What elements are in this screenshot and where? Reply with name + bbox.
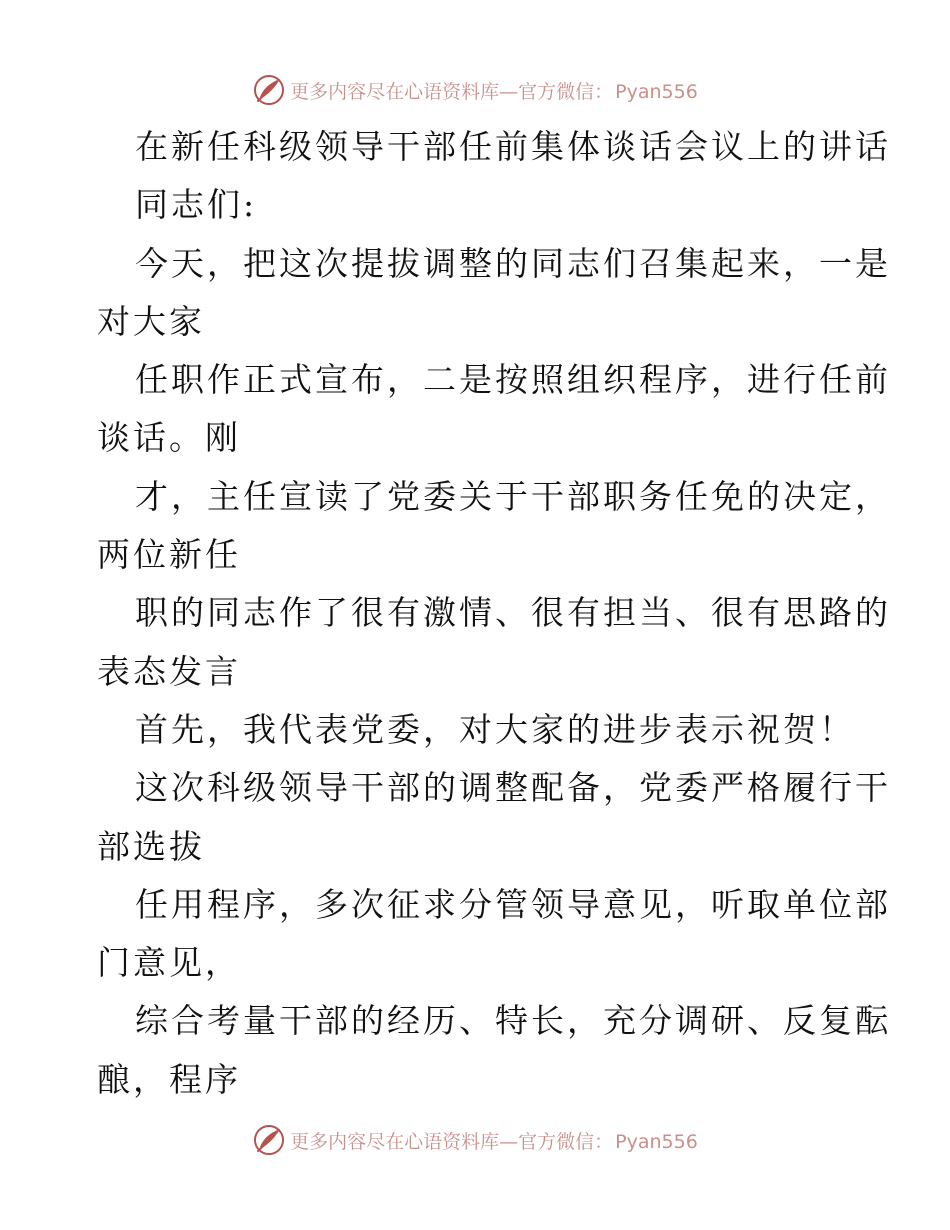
text-line: 对大家 — [97, 301, 205, 341]
wechat-id: Pyan556 — [615, 1130, 698, 1153]
text-line: 才，主任宣读了党委关于干部职务任免的决定， — [135, 476, 891, 516]
text-line: 这次科级领导干部的调整配备，党委严格履行干 — [135, 768, 891, 808]
quill-pen-logo-icon — [252, 1123, 286, 1157]
wechat-id: Pyan556 — [615, 80, 698, 103]
quill-pen-logo-icon — [252, 73, 286, 107]
watermark-text: 更多内容尽在心语资料库—官方微信： Pyan556 — [290, 80, 698, 103]
text-line: 门意见， — [97, 943, 241, 983]
text-line: 表态发言 — [97, 651, 241, 691]
document-title: 在新任科级领导干部任前集体谈话会议上的讲话 — [135, 127, 891, 166]
footer-watermark-banner — [0, 1122, 950, 1158]
text-line: 部选拔 — [97, 826, 205, 866]
text-line: 谈话。刚 — [97, 418, 241, 458]
text-line: 任用程序，多次征求分管领导意见，听取单位部 — [135, 884, 891, 924]
text-line: 今天，把这次提拔调整的同志们召集起来，一是 — [135, 243, 891, 283]
document-body — [97, 118, 891, 1109]
text-line: 综合考量干部的经历、特长，充分调研、反复酝 — [135, 1001, 891, 1041]
text-line: 酿，程序 — [97, 1059, 241, 1099]
salutation: 同志们: — [135, 185, 258, 225]
header-watermark-banner — [0, 72, 950, 108]
watermark-text: 更多内容尽在心语资料库—官方微信： Pyan556 — [290, 1130, 698, 1153]
text-line: 职的同志作了很有激情、很有担当、很有思路的 — [135, 593, 891, 633]
text-line: 首先，我代表党委，对大家的进步表示祝贺！ — [135, 709, 855, 749]
text-line: 任职作正式宣布，二是按照组织程序，进行任前 — [135, 360, 891, 400]
text-line: 两位新任 — [97, 535, 241, 575]
